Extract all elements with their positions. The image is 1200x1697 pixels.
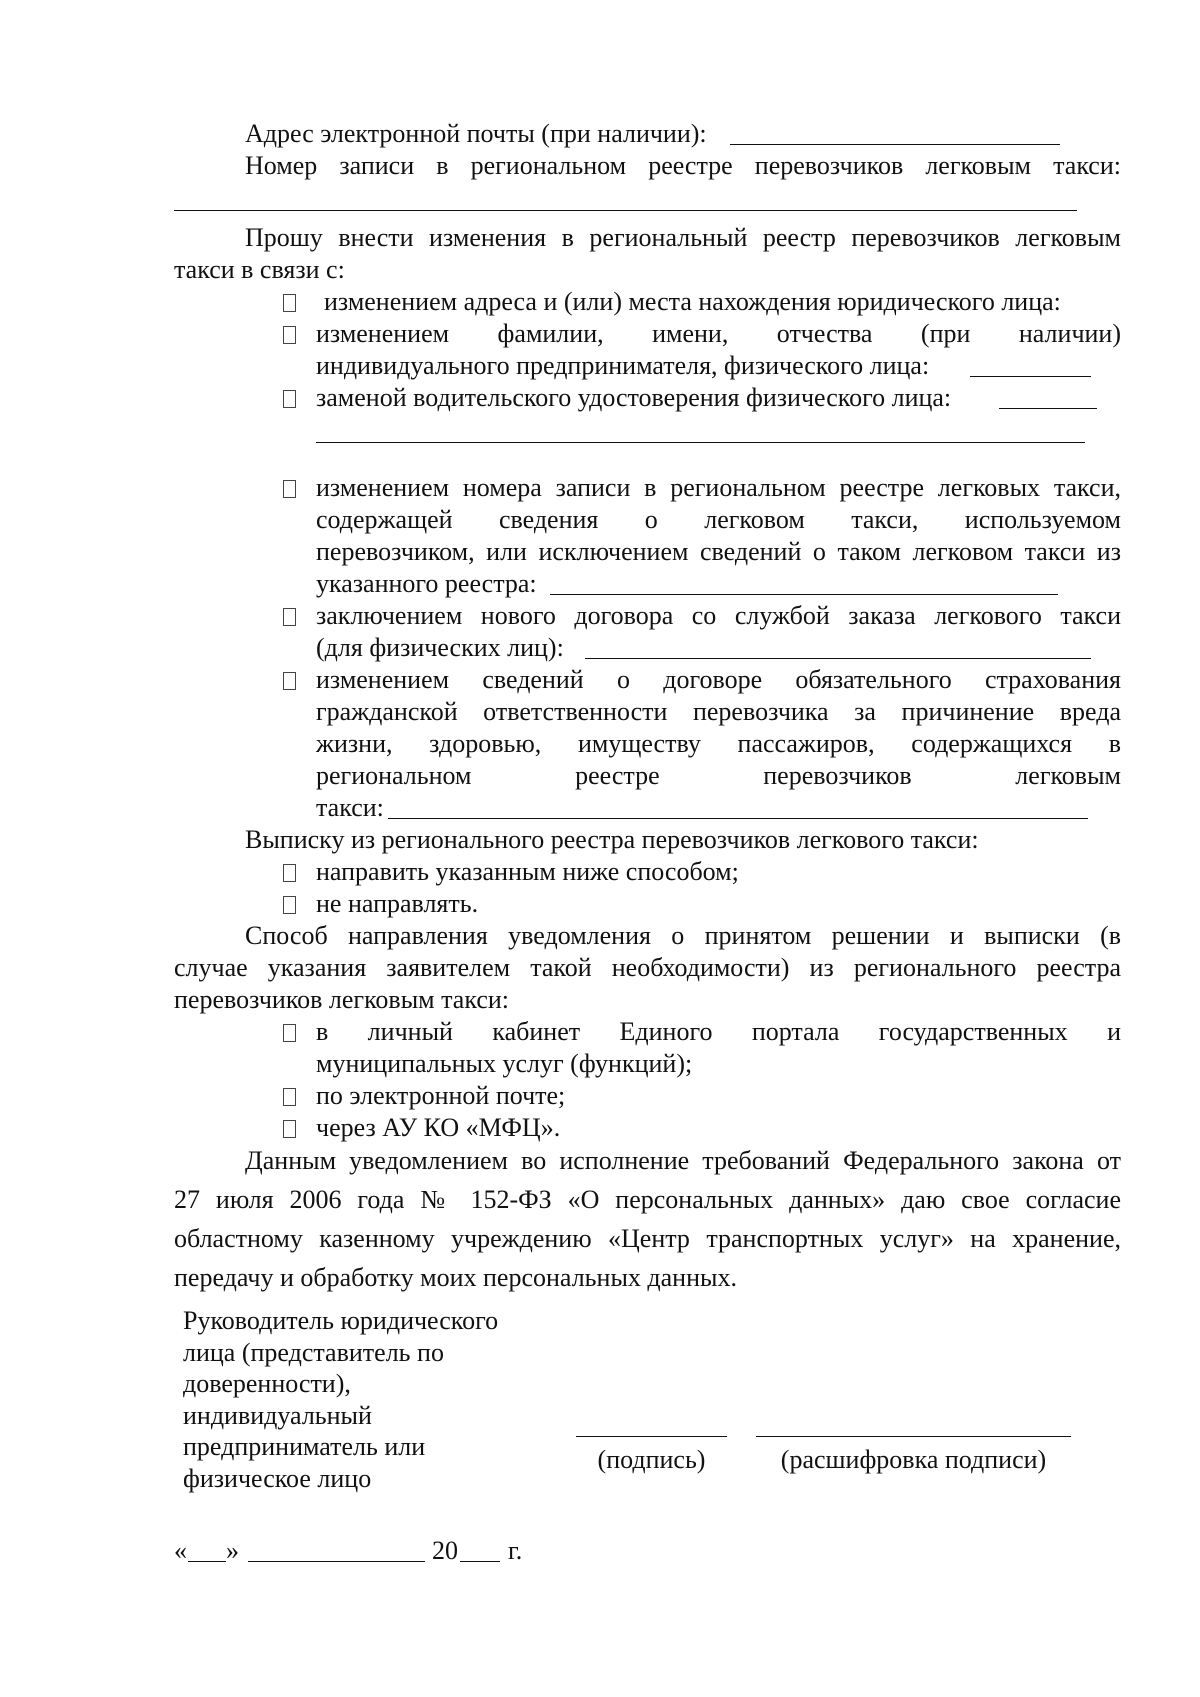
item-registry-record-line3: перевозчиком, или исключением сведений о таком легковом такси из xyxy=(316,537,1121,566)
extract-do-not-send-label: не направлять. xyxy=(316,889,479,918)
email-field-line[interactable] xyxy=(730,144,1060,145)
consent-line2: 27 июля 2006 года № 152-ФЗ «О персональных данных» даю свое согласие xyxy=(174,1185,1121,1214)
checkbox-extract-send[interactable] xyxy=(283,864,296,882)
checkbox-address-change[interactable] xyxy=(283,294,296,312)
item-insurance-line3: жизни, здоровью, имуществу пассажиров, содержащихся в xyxy=(316,729,1121,758)
consent-line1: Данным уведомлением во исполнение требований Федерального закона от xyxy=(245,1146,1121,1175)
checkbox-delivery-portal[interactable] xyxy=(283,1024,296,1042)
checkbox-delivery-email[interactable] xyxy=(283,1088,296,1106)
date-year-prefix: 20 xyxy=(432,1536,458,1565)
new-contract-field-line[interactable] xyxy=(585,658,1091,659)
item-insurance-line5: такси: xyxy=(316,793,384,822)
name-change-field-line[interactable] xyxy=(970,376,1091,377)
checkbox-registry-record-change[interactable] xyxy=(283,480,296,498)
signatory-role-line: доверенности), xyxy=(183,1369,351,1398)
item-insurance-line2: гражданской ответственности перевозчика за причинение вреда xyxy=(316,697,1121,726)
item-insurance-line4: региональном реестре перевозчиков легковым xyxy=(316,761,1121,790)
date-open-quote: « xyxy=(174,1536,187,1565)
consent-line4: передачу и обработку моих персональных данных. xyxy=(174,1263,737,1292)
item-new-contract-line1: заключением нового договора со службой заказа легкового такси xyxy=(316,601,1121,630)
registry-number-field-line[interactable] xyxy=(174,210,1077,211)
signatory-role xyxy=(183,1305,563,1494)
item-license-replacement-label: заменой водительского удостоверения физического лица: xyxy=(316,383,952,412)
signature-decode-field-line[interactable] xyxy=(756,1436,1071,1437)
signatory-role-line: Руководитель юридического xyxy=(183,1306,499,1335)
signature-caption: (подпись) xyxy=(597,1445,706,1474)
delivery-portal-line2: муниципальных услуг (функций); xyxy=(316,1049,693,1078)
item-insurance-line1: изменением сведений о договоре обязательного страхования xyxy=(316,665,1121,694)
checkbox-delivery-mfc[interactable] xyxy=(283,1120,296,1138)
delivery-line3: перевозчиков легковым такси: xyxy=(174,985,509,1014)
item-name-change-line2: индивидуального предпринимателя, физического лица: xyxy=(316,351,930,380)
date-month-field-line[interactable] xyxy=(248,1561,425,1562)
item-registry-record-line4: указанного реестра: xyxy=(316,569,537,598)
delivery-portal-line1: в личный кабинет Единого портала государственных и xyxy=(316,1017,1121,1046)
item-address-change-label: изменением адреса и (или) места нахождения юридического лица: xyxy=(324,287,1061,316)
date-year-field-line[interactable] xyxy=(460,1561,500,1562)
delivery-mfc-label: через АУ КО «МФЦ». xyxy=(316,1113,561,1142)
registry-record-field-line[interactable] xyxy=(550,594,1058,595)
insurance-field-line[interactable] xyxy=(388,818,1088,819)
checkbox-name-change[interactable] xyxy=(283,326,296,344)
delivery-line2: случае указания заявителем такой необходимости) из регионального реестра xyxy=(174,953,1121,982)
email-label: Адрес электронной почты (при наличии): xyxy=(245,119,707,148)
extract-send-label: направить указанным ниже способом; xyxy=(316,857,739,886)
date-close-quote: » xyxy=(226,1536,239,1565)
registry-number-label: Номер записи в региональном реестре перевозчиков легковым такси: xyxy=(245,151,1121,180)
date-year-suffix: г. xyxy=(508,1536,523,1565)
signature-field-line[interactable] xyxy=(576,1436,727,1437)
checkbox-extract-do-not-send[interactable] xyxy=(283,896,296,914)
checkbox-license-replacement[interactable] xyxy=(283,390,296,408)
delivery-email-label: по электронной почте; xyxy=(316,1081,566,1110)
item-registry-record-line2: содержащей сведения о легковом такси, используемом xyxy=(316,505,1121,534)
checkbox-insurance-change[interactable] xyxy=(283,672,296,690)
request-intro-line2: такси в связи с: xyxy=(174,255,345,284)
consent-line3: областному казенному учреждению «Центр транспортных услуг» на хранение, xyxy=(174,1224,1121,1253)
license-field-line-2[interactable] xyxy=(316,442,1085,443)
request-intro-line1: Прошу внести изменения в региональный реестр перевозчиков легковым xyxy=(245,223,1121,252)
signature-decode-caption: (расшифровка подписи) xyxy=(780,1445,1047,1474)
date-day-field-line[interactable] xyxy=(188,1561,226,1562)
item-name-change-line1: изменением фамилии, имени, отчества (при наличии) xyxy=(316,319,1121,348)
signatory-role-line: лица (представитель по xyxy=(183,1337,444,1367)
license-field-line-1[interactable] xyxy=(999,408,1097,409)
delivery-line1: Способ направления уведомления о принятом решении и выписки (в xyxy=(245,921,1121,950)
signatory-role-line: предприниматель или xyxy=(183,1432,426,1461)
item-registry-record-line1: изменением номера записи в региональном реестре легковых такси, xyxy=(316,473,1121,502)
signatory-role-line: индивидуальный xyxy=(183,1400,372,1430)
checkbox-new-contract[interactable] xyxy=(283,608,296,626)
extract-label: Выписку из регионального реестра перевозчиков легкового такси: xyxy=(245,825,979,854)
signatory-role-line: физическое лицо xyxy=(183,1463,372,1493)
item-new-contract-line2: (для физических лиц): xyxy=(316,633,564,662)
